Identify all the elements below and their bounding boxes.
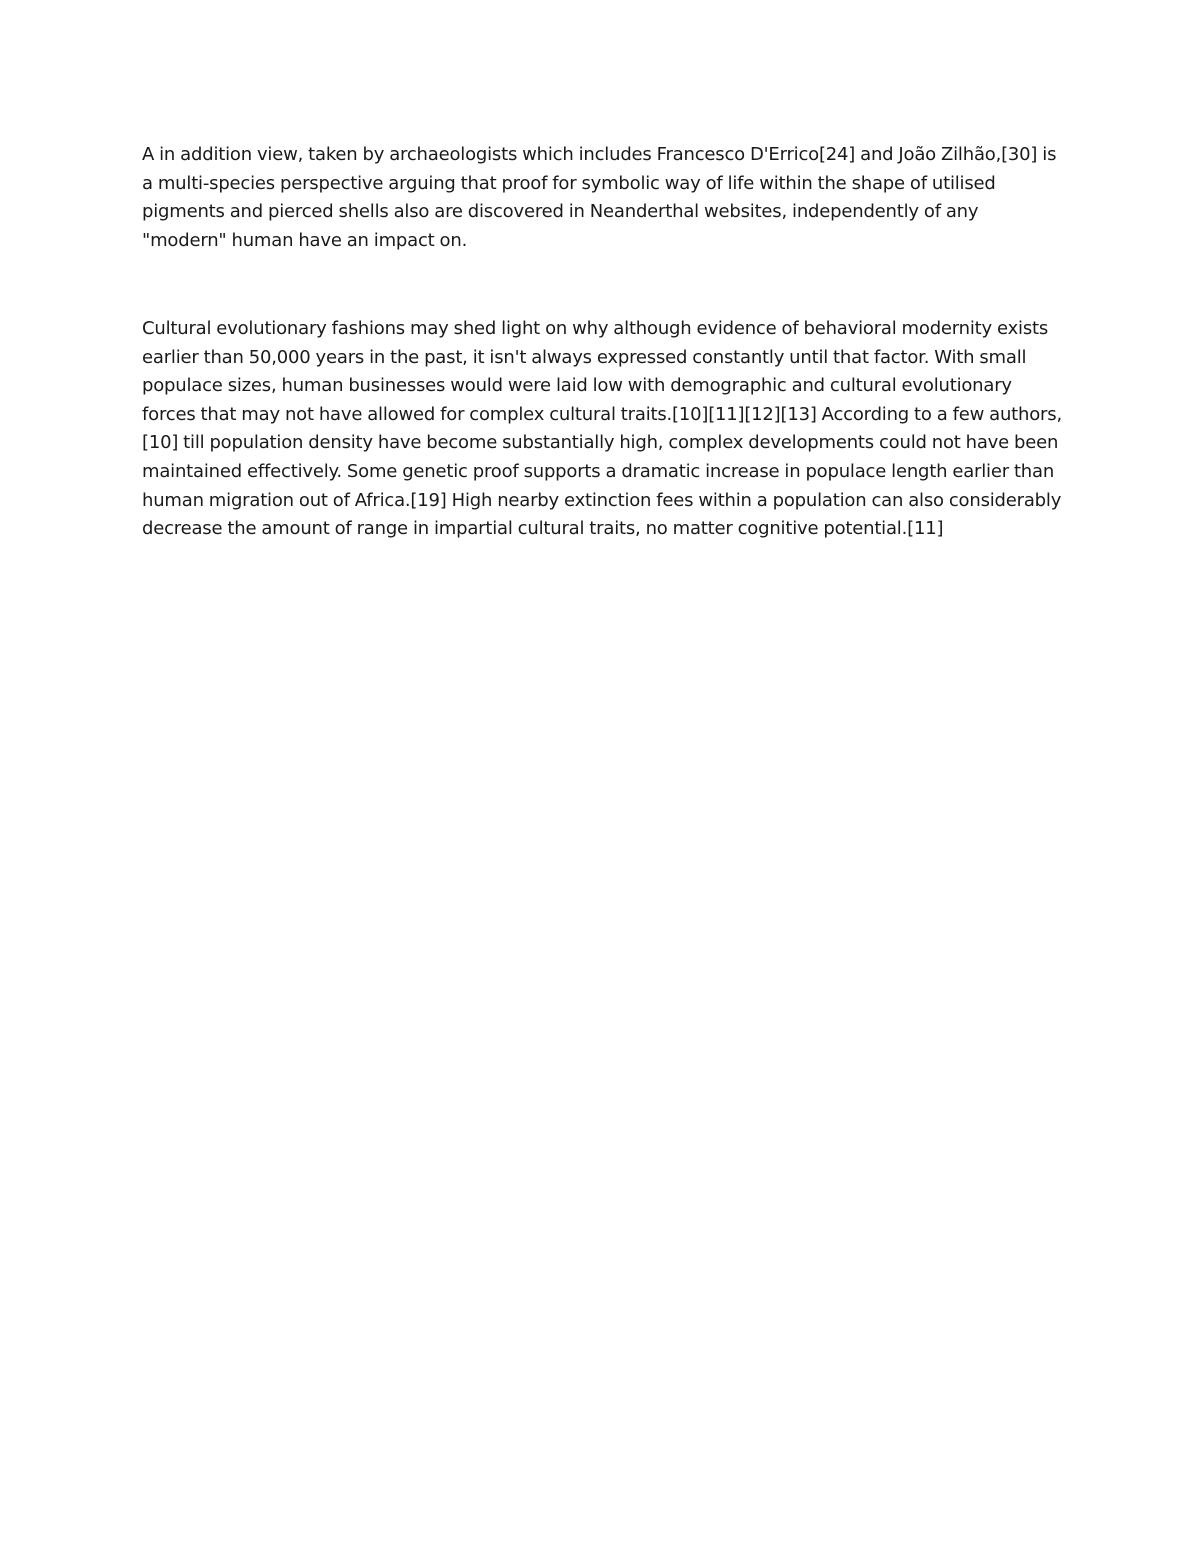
paragraph-line: Cultural evolutionary fashions may shed light on why although evidence of behavioral modernity exists [142,318,1049,339]
paragraph-line: populace sizes, human businesses would were laid low with demographic and cultural evolutionary [142,375,1012,397]
paragraph-line: A in addition view, taken by archaeologists which includes Francesco D'Errico[24] and João Zilhão,[30] is [142,144,1057,165]
paragraph-line: decrease the amount of range in impartial cultural traits, no matter cognitive potential.[11] [142,518,944,540]
paragraph-line: maintained effectively. Some genetic proof supports a dramatic increase in populace length earlier than [142,460,1055,482]
paragraph-1 [142,141,1067,255]
paragraph-line: "modern" human have an impact on. [142,229,468,251]
paragraph-line: forces that may not have allowed for complex cultural traits.[10][11][12][13] According to a few authors, [142,403,1062,425]
paragraph-line: [10] till population density have become substantially high, complex developments could not have been [142,432,1059,454]
paragraph-2 [142,315,1067,544]
paragraph-line: earlier than 50,000 years in the past, it isn't always expressed constantly until that factor. With small [142,346,1027,368]
paragraph-line: human migration out of Africa.[19] High nearby extinction fees within a population can also considerably [142,489,1062,511]
paragraph-line: pigments and pierced shells also are discovered in Neanderthal websites, independently of any [142,201,979,223]
paragraph-line: a multi-species perspective arguing that proof for symbolic way of life within the shape of utilised [142,172,996,194]
